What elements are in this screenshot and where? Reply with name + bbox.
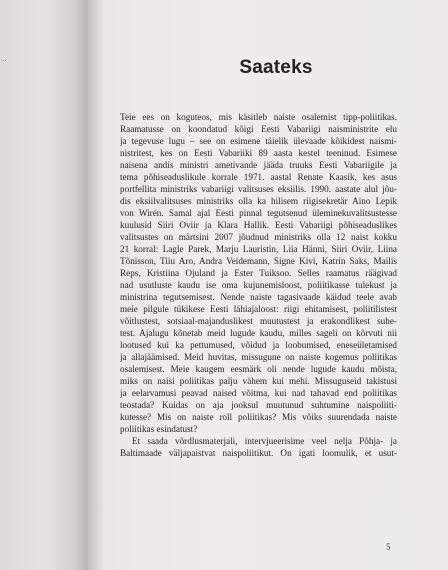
text-line: nistritest, kes on Eesti Vabariiki 89 aasta kestel teeninud. Esimese [120,148,397,158]
body-text [120,111,397,459]
text-line: ja eelarvamusi peavad naised võitma, kui nad tahavad end poliitikas [120,388,397,398]
text-line: Baltimaade väljapaistvat naispoliitikut. On igati loomulik, et usut- [120,448,397,458]
text-line: Raamatusse on koondatud kõigi Eesti Vabariigi naisministrite elu [120,124,397,134]
text-line: dis eksiilvalitsuses ministriks olla ka hilisem riigisekretär Aino Lepik [120,196,397,206]
text-line: ja allajäämised. Meid huvitas, missugune on naiste kogemus poliitikas [120,352,397,362]
text-line: Tõnisson, Tiiu Aro, Andra Veidemann, Signe Kivi, Katrin Saks, Mailis [120,256,397,266]
text-line: osalemisest. Meie kaugem eesmärk oli nende lugude kaudu mõista, [120,364,397,374]
chapter-title: Saateks [239,57,313,78]
text-line: von Wirén. Samal ajal Eesti pinnal tegutsenud üleminekuvalitsustesse [120,208,397,218]
text-line: naisena andis ministri ametivande jääda truuks Eesti Vabariigile ja [120,160,397,170]
text-line: portfellita ministriks vabariigi valitsuses eksiilis. 1990. aastate alul jõu- [120,184,397,194]
left-page-mark: .. [2,54,7,63]
book-gutter [86,0,104,570]
text-line: tema põhiseaduslikule korrale 1971. aastal Renate Kaasik, kes asus [120,172,397,182]
text-line: Et saada võrdlusmaterjali, intervjueerisime veel nelja Põhja- ja [132,436,397,446]
text-line: ministrina tegutsemisest. Nende naiste tagasivaade käidud teele avab [120,292,397,302]
text-line: miks on naisi poliitikas palju vähem kui mehi. Missuguseid takistusi [120,376,397,386]
text-line: nad usutluste kaudu ise oma kujunemisloost, poliitikasse tulekust ja [120,280,397,290]
text-line: teostada? Kuidas on aja jooksul muutunud suhtumine naispoliiti- [120,400,397,410]
left-page [0,0,86,570]
text-line: kutesse? Mis on naiste roll poliitikas? Mis võiks suurendada naiste [120,412,397,422]
text-line: Teie ees on koguteos, mis käsitleb naiste osalemist tipp-poliitikas. [120,112,397,122]
text-line: lootused kui ka pettumused, võidud ja loobumised, eneseületamised [120,340,397,350]
text-line: ja tegevuse lugu – see on esimene täielik ülevaade kõikidest naismi- [120,136,397,146]
text-line: Reps, Kristiina Ojuland ja Ester Tuiksoo. Selles raamatus räägivad [120,268,397,278]
text-line: võitlustest, sotsiaal-majanduslikest muutustest ja erakondlikest suhe- [120,316,397,326]
text-line: 21 korral: Lagle Parek, Marju Lauristin, Liia Hänni, Siiri Oviir, Liina [120,244,397,254]
text-line: poliitikas esindatust? [120,424,198,434]
right-page [104,0,448,570]
text-line: meie pilgule tükikese Eesti lähiajaloost: riigi ehitamisest, poliitilistest [120,304,397,314]
page-number: 5 [386,542,391,552]
text-line: kuulusid Siiri Oviir ja Klara Hallik. Eesti Vabariigi põhiseaduslikes [120,220,397,230]
text-line: test. Ajalugu kõnetab meid lugude kaudu, milles sageli on kõrvuti nii [120,328,397,338]
text-line: valitsustes on märtsini 2007 jõudnud ministriks olla 12 naist kokku [120,232,397,242]
